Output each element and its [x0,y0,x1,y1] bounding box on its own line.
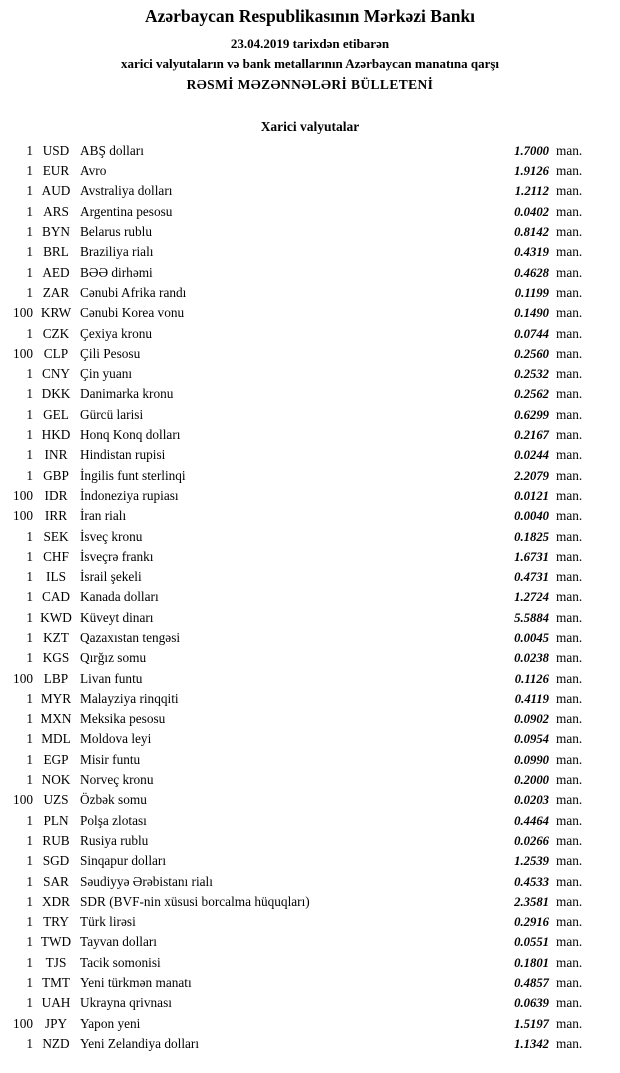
rate-unit-cell: man. [556,487,583,503]
table-row [5,1036,590,1056]
currency-code-cell: MYR [40,690,72,706]
table-row [5,285,590,305]
currency-code-cell: MXN [40,711,72,727]
rate-value-cell: 1.2724 [514,590,549,605]
bank-title: Azərbaycan Respublikasının Mərkəzi Bankı [144,6,476,26]
rate-value-cell: 2.3581 [514,894,549,909]
rate-unit-cell: man. [556,386,583,402]
currency-name-cell: Argentina pesosu [80,203,173,219]
currency-name-cell: İndoneziya rupiası [80,487,179,503]
currency-name-cell: İran rialı [80,508,127,524]
quantity-cell: 1 [26,853,33,869]
rate-value-cell: 0.0045 [514,631,549,645]
currency-name-cell: Yeni türkmən manatı [80,975,192,991]
table-row [5,792,590,812]
table-row [5,468,590,488]
quantity-cell: 1 [26,244,33,260]
table-row [5,853,590,873]
currency-code-cell: GBP [43,467,69,483]
currency-code-cell: IRR [44,508,68,524]
currency-name-cell: Qazaxıstan tengəsi [80,630,181,645]
quantity-cell: 1 [26,264,33,280]
currency-name-cell: Cənubi Afrika randı [80,284,187,300]
bulletin-title: RƏSMİ MƏZƏNNƏLƏRİ BÜLLETENİ [186,76,434,92]
table-row [5,427,590,447]
quantity-cell: 1 [26,224,33,240]
rate-value-cell: 0.1199 [514,285,549,300]
rate-unit-cell: man. [556,264,583,280]
rate-unit-cell: man. [556,142,583,158]
rate-unit-cell: man. [556,934,583,950]
quantity-cell: 100 [13,670,33,686]
rate-unit-cell: man. [556,163,583,179]
table-row [5,326,590,346]
rate-value-cell: 1.5197 [514,1016,549,1031]
currency-code-cell: SGD [42,853,70,869]
rate-value-cell: 0.0954 [514,732,549,747]
rate-value-cell: 0.0551 [514,935,549,950]
rate-unit-cell: man. [556,305,583,321]
currency-name-cell: Hindistan rupisi [80,447,166,463]
table-row [5,549,590,569]
rate-value-cell: 1.1342 [514,1036,549,1051]
currency-name-cell: Danimarka kronu [80,386,174,402]
rate-value-cell: 0.0121 [514,488,549,503]
rate-value-cell: 0.0203 [514,793,549,808]
currency-code-cell: UAH [41,995,71,1011]
currency-name-cell: Belarus rublu [80,224,153,240]
rate-unit-cell: man. [556,975,583,991]
quantity-cell: 1 [26,832,33,848]
rate-unit-cell: man. [556,812,583,828]
rate-value-cell: 0.6299 [514,407,549,422]
table-row [5,650,590,670]
table-row [5,731,590,751]
currency-code-cell: CAD [41,589,71,605]
rate-value-cell: 0.0040 [514,509,549,524]
currency-name-cell: Moldova leyi [80,731,152,747]
table-row [5,488,590,508]
currency-name-cell: Özbək somu [80,792,147,808]
rate-value-cell: 0.1825 [514,529,549,544]
rate-unit-cell: man. [556,731,583,747]
rate-value-cell: 0.2000 [514,773,549,788]
rate-value-cell: 0.4731 [514,570,549,585]
currency-code-cell: INR [44,447,68,463]
rate-value-cell: 1.2539 [514,854,549,869]
rate-value-cell: 0.0266 [514,833,549,848]
rate-unit-cell: man. [556,203,583,219]
table-row [5,366,590,386]
currency-name-cell: Malayziya rinqqiti [80,690,179,706]
rate-value-cell: 1.7000 [514,143,549,158]
rate-value-cell: 0.4533 [514,874,549,889]
currency-code-cell: ARS [43,203,69,219]
currency-code-cell: CNY [41,366,71,382]
table-row [5,346,590,366]
table-row [5,305,590,325]
rate-unit-cell: man. [556,427,583,443]
quantity-cell: 100 [13,792,33,808]
document-subtitle: xarici valyutaların və bank metallarının Azərbaycan manatına qarşı [120,55,500,71]
currency-name-cell: Gürcü larisi [80,406,144,422]
currency-name-cell: SDR (BVF-nin xüsusi borcalma hüquqları) [80,893,310,909]
currency-code-cell: GEL [43,406,69,422]
rate-unit-cell: man. [556,183,583,199]
rate-unit-cell: man. [556,772,583,788]
table-row [5,447,590,467]
rate-value-cell: 0.0238 [514,651,549,666]
table-row [5,143,590,163]
table-row [5,894,590,914]
rate-unit-cell: man. [556,284,583,300]
quantity-cell: 1 [26,163,33,179]
table-row [5,569,590,589]
currency-name-cell: Tacik somonisi [80,954,161,970]
quantity-cell: 1 [26,772,33,788]
rates-table [0,143,620,1056]
currency-code-cell: NOK [41,772,71,788]
currency-name-cell: Səudiyyə Ərəbistanı rialı [80,873,213,889]
rate-unit-cell: man. [556,224,583,240]
quantity-cell: 1 [26,751,33,767]
currency-code-cell: DKK [41,386,71,402]
currency-code-cell: ILS [46,569,66,585]
rate-unit-cell: man. [556,630,583,645]
currency-code-cell: EUR [42,163,70,179]
table-row [5,772,590,792]
currency-code-cell: TRY [43,914,69,930]
quantity-cell: 1 [26,893,33,909]
table-row [5,508,590,528]
currency-name-cell: İsrail şekeli [80,569,142,585]
currency-code-cell: XDR [41,893,71,909]
currency-name-cell: Misir funtu [80,751,141,767]
rate-value-cell: 0.2916 [514,915,549,930]
currency-name-cell: Qırğız somu [80,650,147,666]
table-row [5,813,590,833]
quantity-cell: 1 [26,406,33,422]
currency-code-cell: RUB [42,832,70,848]
rate-value-cell: 0.4464 [514,813,549,828]
rate-unit-cell: man. [556,325,583,341]
quantity-cell: 100 [13,487,33,503]
currency-code-cell: BYN [41,224,71,240]
rate-value-cell: 0.1126 [514,671,549,686]
currency-name-cell: Küveyt dinarı [80,609,154,625]
table-row [5,1016,590,1036]
currency-code-cell: SEK [43,528,69,544]
table-row [5,914,590,934]
quantity-cell: 1 [26,142,33,158]
currency-name-cell: Avstraliya dolları [80,183,173,199]
rate-unit-cell: man. [556,244,583,260]
currency-name-cell: Çin yuanı [80,366,133,382]
currency-name-cell: Livan funtu [80,670,143,686]
currency-code-cell: KWD [40,609,72,625]
quantity-cell: 1 [26,731,33,747]
quantity-cell: 1 [26,569,33,585]
currency-code-cell: MDL [41,731,71,747]
quantity-cell: 1 [26,589,33,605]
rate-unit-cell: man. [556,528,583,544]
currency-code-cell: USD [42,142,70,158]
currency-name-cell: Yapon yeni [80,1015,141,1031]
table-row [5,589,590,609]
rate-unit-cell: man. [556,650,583,666]
rate-unit-cell: man. [556,914,583,930]
quantity-cell: 1 [26,812,33,828]
rate-value-cell: 2.2079 [514,468,549,483]
currency-code-cell: UZS [43,792,69,808]
table-row [5,265,590,285]
currency-name-cell: Tayvan dolları [80,934,157,950]
table-row [5,386,590,406]
rate-value-cell: 5.5884 [514,610,549,625]
currency-name-cell: İsveçrə frankı [80,548,154,564]
currency-code-cell: KGS [42,650,70,666]
table-row [5,711,590,731]
table-row [5,610,590,630]
rate-unit-cell: man. [556,589,583,605]
table-row [5,833,590,853]
currency-name-cell: BƏƏ dirhəmi [80,264,153,280]
currency-code-cell: CHF [43,548,69,564]
table-row [5,224,590,244]
quantity-cell: 1 [26,386,33,402]
rate-unit-cell: man. [556,711,583,727]
rate-unit-cell: man. [556,548,583,564]
rate-unit-cell: man. [556,569,583,585]
rate-unit-cell: man. [556,893,583,909]
quantity-cell: 1 [26,873,33,889]
quantity-cell: 1 [26,914,33,930]
quantity-cell: 1 [26,975,33,991]
rate-unit-cell: man. [556,508,583,524]
currency-code-cell: NZD [42,1035,70,1051]
rate-unit-cell: man. [556,751,583,767]
rate-unit-cell: man. [556,1035,583,1051]
currency-name-cell: Rusiya rublu [80,832,149,848]
quantity-cell: 1 [26,548,33,564]
currency-name-cell: Honq Konq dolları [80,427,181,443]
currency-code-cell: LBP [43,670,69,686]
rate-value-cell: 0.1801 [514,955,549,970]
rate-unit-cell: man. [556,1015,583,1031]
table-row [5,752,590,772]
quantity-cell: 100 [13,345,33,361]
currency-name-cell: İsveç kronu [80,528,143,544]
table-row [5,955,590,975]
quantity-cell: 1 [26,650,33,666]
currency-code-cell: PLN [43,812,69,828]
currency-name-cell: Çili Pesosu [80,345,141,361]
table-row [5,630,590,650]
currency-name-cell: Avro [80,163,107,179]
quantity-cell: 1 [26,203,33,219]
rate-unit-cell: man. [556,853,583,869]
rate-unit-cell: man. [556,467,583,483]
currency-name-cell: ABŞ dolları [80,142,144,158]
rate-value-cell: 1.6731 [514,549,549,564]
table-row [5,671,590,691]
table-row [5,163,590,183]
table-row [5,874,590,894]
quantity-cell: 1 [26,995,33,1011]
quantity-cell: 100 [13,305,33,321]
rate-value-cell: 0.0990 [514,752,549,767]
currency-code-cell: KZT [43,630,69,645]
currency-name-cell: Sinqapur dolları [80,853,167,869]
rate-value-cell: 0.8142 [514,225,549,240]
currency-name-cell: Meksika pesosu [80,711,166,727]
table-row [5,529,590,549]
rate-unit-cell: man. [556,447,583,463]
currency-name-cell: Cənubi Korea vonu [80,305,185,321]
currency-name-cell: Ukrayna qrivnası [80,995,172,1011]
currency-code-cell: TMT [41,975,71,991]
rate-value-cell: 0.2167 [514,428,549,443]
rate-unit-cell: man. [556,345,583,361]
rate-value-cell: 0.2560 [514,346,549,361]
currency-name-cell: Polşa zlotası [80,812,147,828]
currency-code-cell: TJS [45,954,67,970]
currency-name-cell: Braziliya rialı [80,244,154,260]
currency-code-cell: KRW [40,305,72,321]
rate-value-cell: 0.2532 [514,367,549,382]
rate-value-cell: 1.9126 [514,164,549,179]
rate-unit-cell: man. [556,670,583,686]
rate-value-cell: 0.0639 [514,996,549,1011]
rate-value-cell: 0.4628 [514,265,549,280]
currency-name-cell: İngilis funt sterlinqi [80,467,186,483]
quantity-cell: 1 [26,934,33,950]
quantity-cell: 100 [13,1015,33,1031]
currency-code-cell: AED [42,264,70,280]
currency-code-cell: CLP [43,345,69,361]
currency-name-cell: Norveç kronu [80,772,154,788]
effective-date: 23.04.2019 tarixdən etibarən [230,35,390,51]
currency-code-cell: SAR [43,873,69,889]
rate-unit-cell: man. [556,873,583,889]
quantity-cell: 1 [26,183,33,199]
rate-unit-cell: man. [556,954,583,970]
quantity-cell: 1 [26,1035,33,1051]
rate-unit-cell: man. [556,690,583,706]
currency-name-cell: Kanada dolları [80,589,159,605]
currency-code-cell: AUD [41,183,71,199]
table-row [5,244,590,264]
quantity-cell: 1 [26,690,33,706]
quantity-cell: 1 [26,284,33,300]
rate-value-cell: 1.2112 [514,184,549,199]
currency-code-cell: IDR [44,487,68,503]
table-row [5,934,590,954]
currency-code-cell: JPY [44,1015,68,1031]
rate-unit-cell: man. [556,609,583,625]
rate-unit-cell: man. [556,366,583,382]
currency-code-cell: CZK [42,325,70,341]
quantity-cell: 1 [26,630,33,645]
rate-value-cell: 0.0902 [514,712,549,727]
quantity-cell: 1 [26,447,33,463]
table-row [5,407,590,427]
section-title: Xarici valyutalar [260,118,360,134]
quantity-cell: 1 [26,528,33,544]
table-row [5,204,590,224]
table-row [5,691,590,711]
quantity-cell: 100 [13,508,33,524]
rate-value-cell: 0.2562 [514,387,549,402]
table-row [5,183,590,203]
currency-name-cell: Türk lirəsi [80,914,136,930]
rate-value-cell: 0.4319 [514,245,549,260]
currency-code-cell: HKD [41,427,71,443]
rate-unit-cell: man. [556,792,583,808]
quantity-cell: 1 [26,467,33,483]
rate-value-cell: 0.1490 [514,306,549,321]
table-row [5,995,590,1015]
rate-unit-cell: man. [556,406,583,422]
currency-name-cell: Yeni Zelandiya dolları [80,1035,200,1051]
rate-value-cell: 0.0744 [514,326,549,341]
rate-value-cell: 0.4119 [514,691,549,706]
currency-code-cell: ZAR [42,284,70,300]
currency-name-cell: Çexiya kronu [80,325,153,341]
rate-value-cell: 0.4857 [514,976,549,991]
quantity-cell: 1 [26,711,33,727]
rate-unit-cell: man. [556,995,583,1011]
rate-value-cell: 0.0402 [514,204,549,219]
quantity-cell: 1 [26,427,33,443]
quantity-cell: 1 [26,366,33,382]
quantity-cell: 1 [26,609,33,625]
rate-value-cell: 0.0244 [514,448,549,463]
currency-code-cell: EGP [43,751,69,767]
document-header [0,0,620,93]
table-row [5,975,590,995]
currency-code-cell: TWD [40,934,72,950]
quantity-cell: 1 [26,954,33,970]
quantity-cell: 1 [26,325,33,341]
currency-code-cell: BRL [43,244,69,260]
rate-unit-cell: man. [556,832,583,848]
